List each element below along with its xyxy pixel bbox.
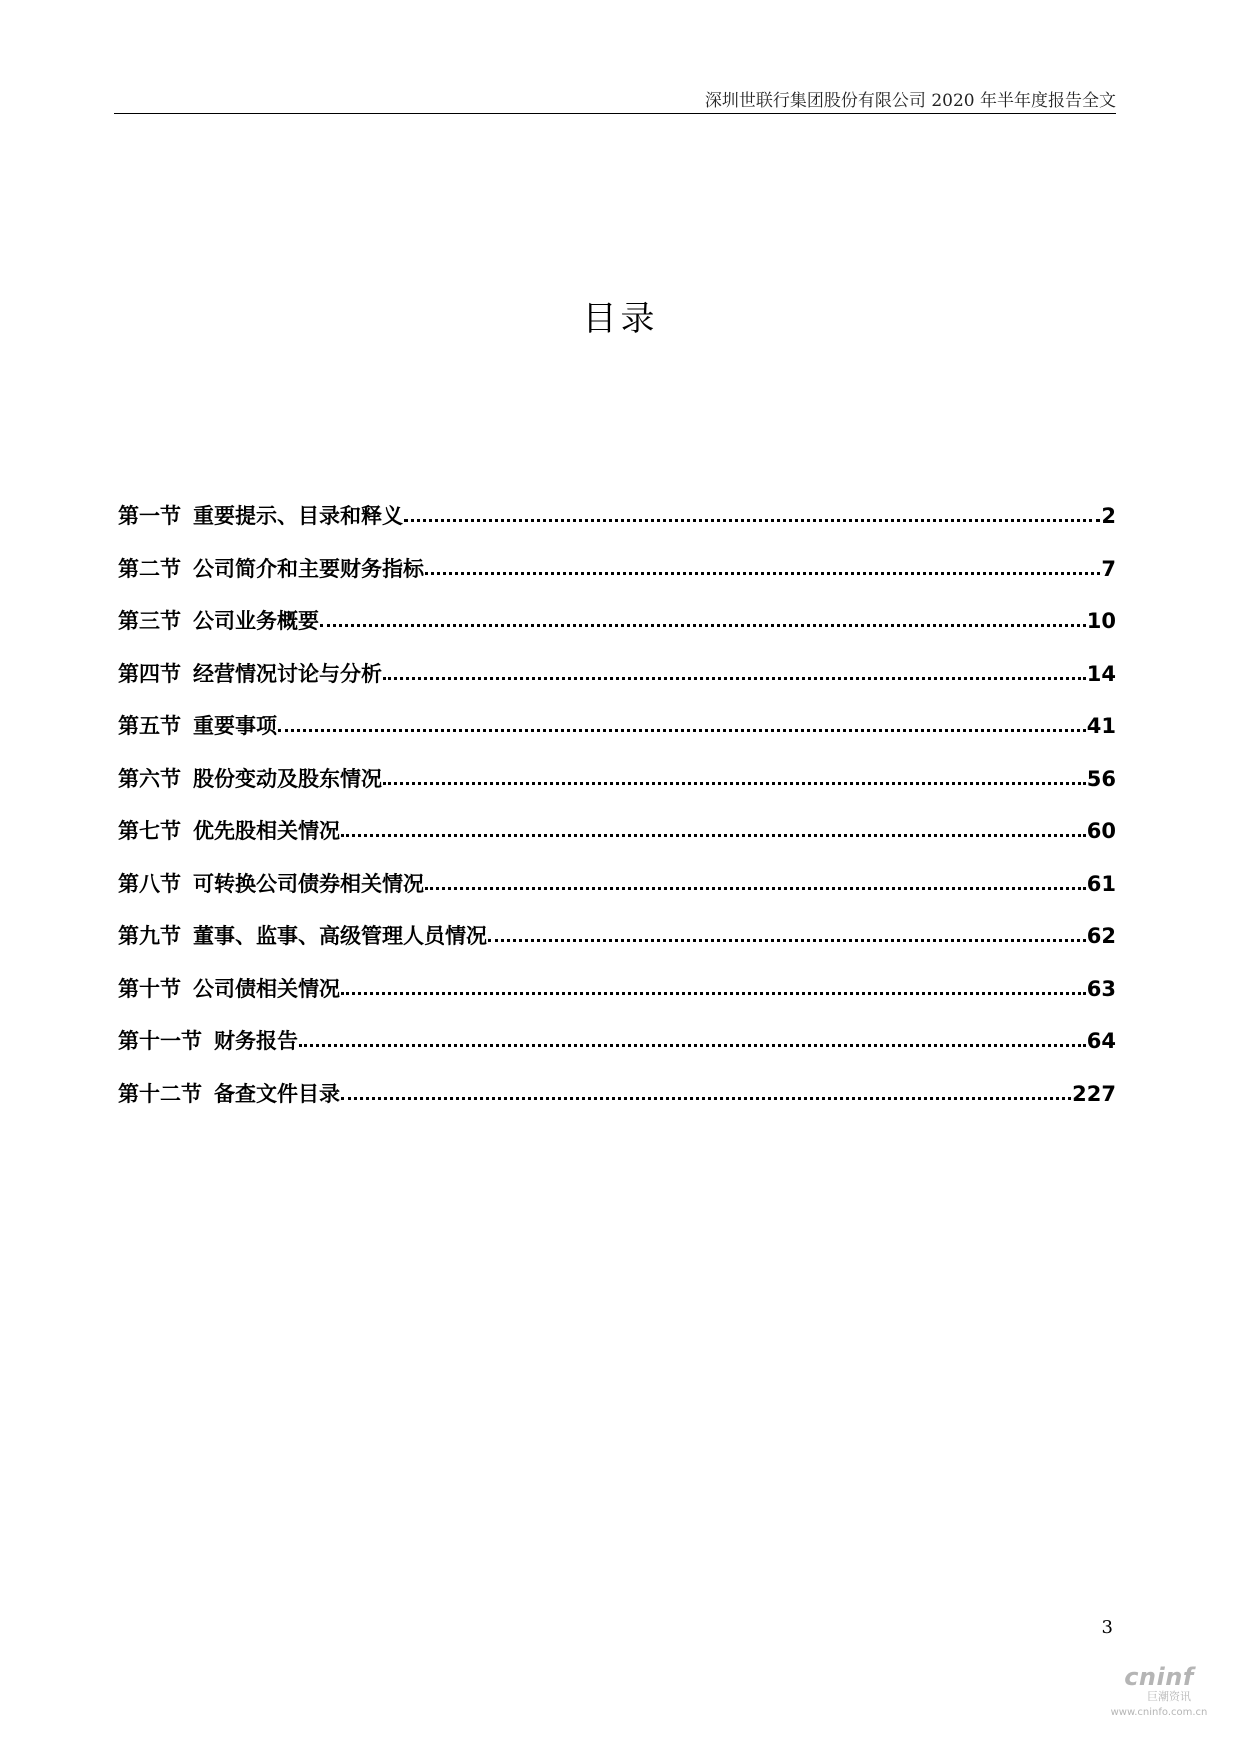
toc-leader-dots — [341, 976, 1086, 996]
toc-section-name: 经营情况讨论与分析 — [193, 661, 382, 686]
toc-leader-dots — [425, 871, 1086, 891]
header-divider — [114, 113, 1116, 114]
toc-section-name: 重要提示、目录和释义 — [193, 504, 403, 528]
toc-page-number: 60 — [1086, 819, 1116, 843]
toc-section-name: 重要事项 — [193, 714, 277, 738]
table-of-contents — [118, 500, 1116, 1130]
toc-page-number: 64 — [1086, 1029, 1116, 1053]
toc-leader-dots — [383, 661, 1086, 681]
cninfo-watermark-logo — [1105, 1664, 1213, 1720]
toc-leader-dots — [320, 608, 1086, 628]
toc-entry[interactable] — [118, 553, 1116, 606]
toc-section-number: 第四节 — [118, 661, 181, 686]
toc-section-number: 第十节 — [118, 976, 181, 1001]
toc-entry[interactable] — [118, 710, 1116, 763]
toc-entry[interactable] — [118, 1078, 1116, 1131]
toc-leader-dots — [425, 556, 1100, 576]
toc-leader-dots — [488, 923, 1086, 943]
toc-entry[interactable] — [118, 920, 1116, 973]
toc-entry[interactable] — [118, 815, 1116, 868]
toc-page-number: 41 — [1086, 714, 1116, 738]
toc-section-number: 第九节 — [118, 924, 181, 948]
watermark-url: www.cninfo.com.cn — [1110, 1707, 1208, 1718]
toc-section-name: 董事、监事、高级管理人员情况 — [193, 924, 487, 948]
toc-section-name: 备查文件目录 — [214, 1081, 340, 1106]
toc-entry[interactable] — [118, 868, 1116, 921]
toc-section-name: 优先股相关情况 — [193, 819, 340, 843]
toc-entry[interactable] — [118, 973, 1116, 1026]
toc-leader-dots — [341, 1081, 1071, 1101]
toc-page-number: 10 — [1086, 609, 1116, 633]
toc-entry[interactable] — [118, 1025, 1116, 1078]
toc-entry[interactable] — [118, 605, 1116, 658]
toc-section-name: 财务报告 — [214, 1029, 298, 1053]
toc-section-name: 公司债相关情况 — [193, 976, 340, 1001]
toc-page-number: 2 — [1101, 504, 1116, 528]
toc-section-name: 可转换公司债券相关情况 — [193, 871, 424, 896]
toc-section-name: 公司简介和主要财务指标 — [193, 556, 424, 581]
toc-section-number: 第一节 — [118, 504, 181, 528]
toc-section-number: 第六节 — [118, 766, 181, 791]
toc-leader-dots — [383, 766, 1086, 786]
toc-section-number: 第八节 — [118, 871, 181, 896]
toc-page-number: 62 — [1086, 924, 1116, 948]
toc-entry[interactable] — [118, 500, 1116, 553]
toc-page-number: 14 — [1086, 661, 1116, 686]
toc-page-number: 227 — [1072, 1081, 1116, 1106]
toc-section-number: 第三节 — [118, 609, 181, 633]
toc-page-number: 56 — [1086, 766, 1116, 791]
toc-section-name: 公司业务概要 — [193, 609, 319, 633]
toc-entry[interactable] — [118, 763, 1116, 816]
toc-section-number: 第十一节 — [118, 1029, 202, 1053]
toc-leader-dots — [341, 818, 1086, 838]
toc-page-number: 61 — [1086, 871, 1116, 896]
toc-leader-dots — [299, 1028, 1086, 1048]
page-number: 3 — [1101, 1617, 1113, 1638]
running-header: 深圳世联行集团股份有限公司 2020 年半年度报告全文 — [704, 91, 1116, 111]
toc-title: 目录 — [582, 299, 659, 339]
toc-entry[interactable] — [118, 658, 1116, 711]
toc-leader-dots — [404, 503, 1100, 523]
toc-section-number: 第十二节 — [118, 1081, 202, 1106]
toc-section-number: 第二节 — [118, 556, 181, 581]
watermark-sub-text: 巨潮资讯 — [1147, 1690, 1191, 1703]
toc-section-name: 股份变动及股东情况 — [193, 766, 382, 791]
toc-page-number: 7 — [1101, 556, 1116, 581]
toc-leader-dots — [278, 713, 1086, 733]
toc-page-number: 63 — [1086, 976, 1116, 1001]
watermark-logo-text: cninf — [1124, 1663, 1194, 1691]
toc-section-number: 第七节 — [118, 819, 181, 843]
toc-section-number: 第五节 — [118, 714, 181, 738]
